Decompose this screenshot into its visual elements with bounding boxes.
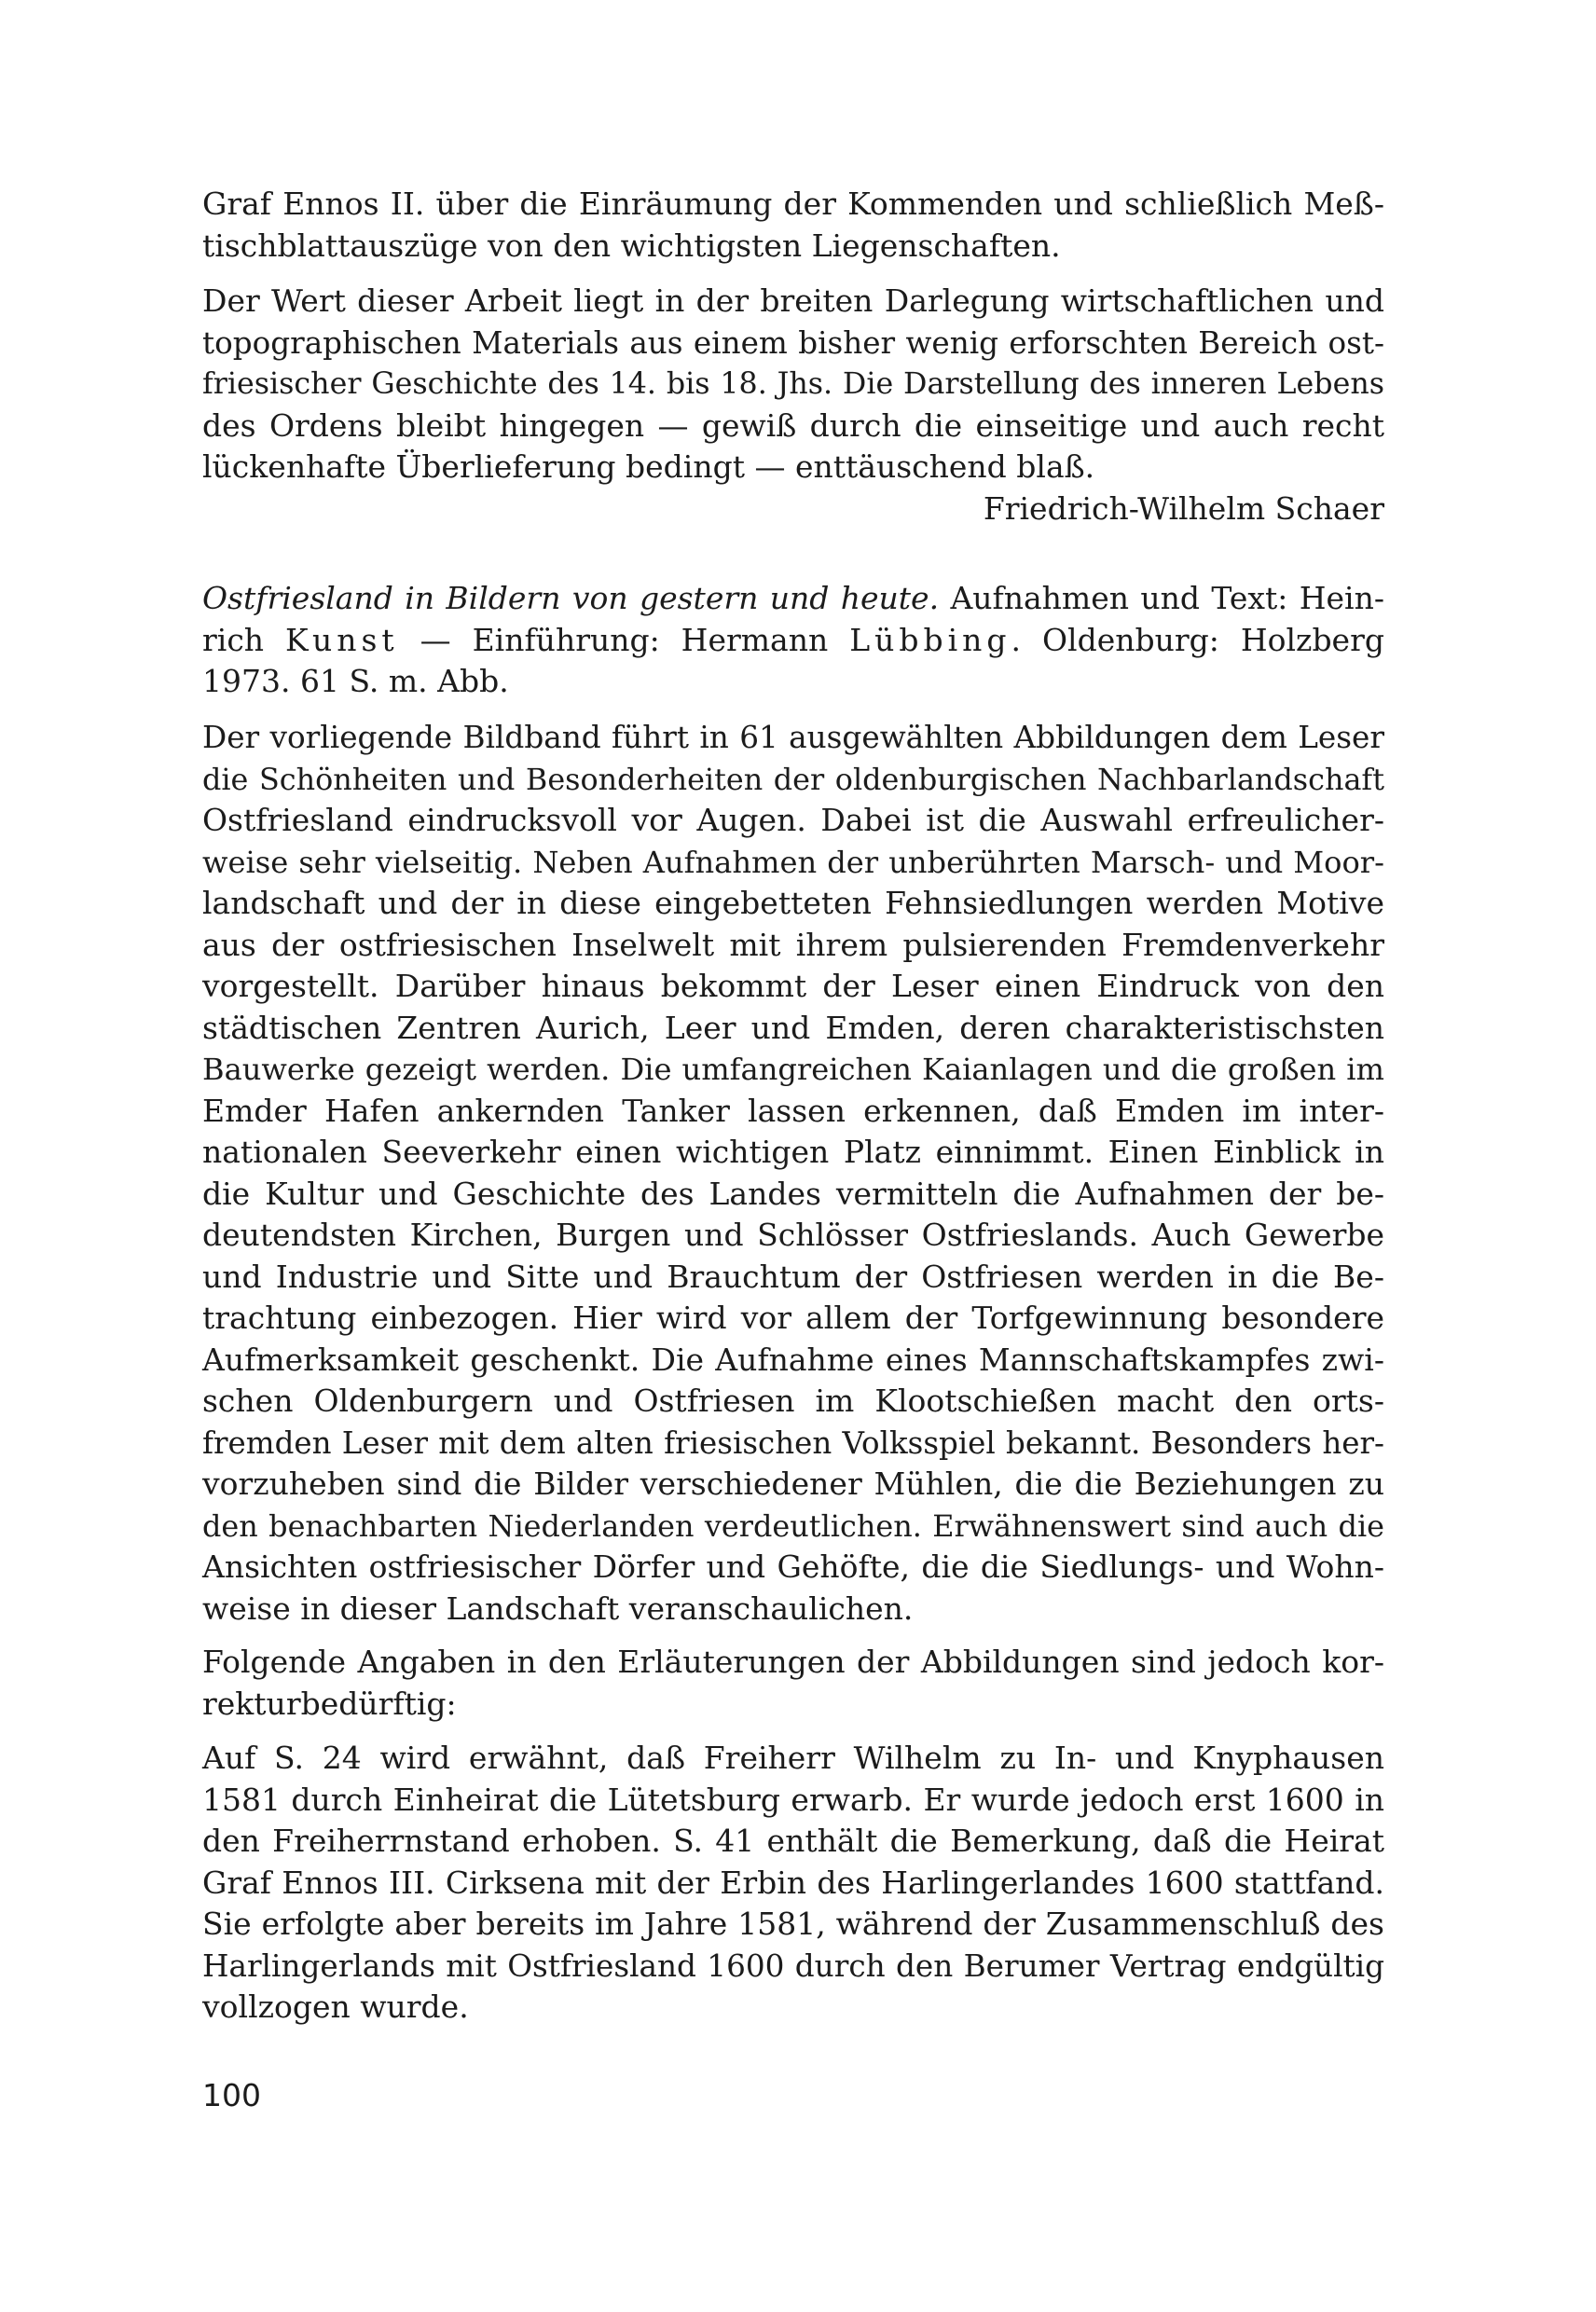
heading-line bbox=[202, 620, 1384, 662]
text-line: vorgestellt. Darüber hinaus bekommt der Leser einen Eindruck von den bbox=[202, 968, 1384, 1004]
review1-paragraph-2 bbox=[202, 281, 1384, 530]
text-line: vollzogen wurde. bbox=[202, 1989, 469, 2025]
text-line: Der Wert dieser Arbeit liegt in der breiten Darlegung wirtschaftlichen und bbox=[202, 282, 1384, 319]
text-line: Aufmerksamkeit geschenkt. Die Aufnahme eines Mannschaftskampfes zwi- bbox=[202, 1341, 1384, 1378]
heading-text: rich bbox=[202, 621, 286, 658]
book-title: Ostfriesland in Bildern von gestern und heute. bbox=[202, 580, 940, 616]
text-line: weise sehr vielseitig. Neben Aufnahmen der unberührten Marsch- und Moor- bbox=[202, 844, 1384, 880]
text-line: weise in dieser Landschaft veranschaulichen. bbox=[202, 1590, 914, 1627]
text-line: nationalen Seeverkehr einen wichtigen Platz einnimmt. Einen Einblick in bbox=[202, 1134, 1384, 1170]
review2-heading bbox=[202, 578, 1384, 703]
text-line: Sie erfolgte aber bereits im Jahre 1581, während der Zusammenschluß des bbox=[202, 1906, 1384, 1942]
text-line: städtischen Zentren Aurich, Leer und Emden, deren charakteristischsten bbox=[202, 1009, 1384, 1046]
text-line: Graf Ennos III. Cirksena mit der Erbin des Harlingerlandes 1600 stattfand. bbox=[202, 1864, 1384, 1901]
text-line: die Kultur und Geschichte des Landes vermitteln die Aufnahmen der be- bbox=[202, 1175, 1384, 1212]
review1-paragraph-1 bbox=[202, 184, 1384, 267]
text-line: 1581 durch Einheirat die Lütetsburg erwarb. Er wurde jedoch erst 1600 in bbox=[202, 1781, 1384, 1818]
text-line: schen Oldenburgern und Ostfriesen im Klootschießen macht den orts- bbox=[202, 1383, 1384, 1419]
heading-text: . Oldenburg: Holzberg bbox=[1011, 621, 1384, 658]
text-line: Der vorliegende Bildband führt in 61 ausgewählten Abbildungen dem Leser bbox=[202, 720, 1384, 755]
text-line: rekturbedürftig: bbox=[202, 1685, 457, 1722]
text-line: lückenhafte Überlieferung bedingt — enttäuschend blaß. bbox=[202, 448, 1095, 485]
text-line: topographischen Materials aus einem bisher wenig erforschten Bereich ost- bbox=[202, 324, 1384, 361]
text-line: aus der ostfriesischen Inselwelt mit ihrem pulsierenden Fremdenverkehr bbox=[202, 926, 1384, 963]
text-line: tischblattauszüge von den wichtigsten Liegenschaften. bbox=[202, 227, 1061, 264]
review-author: Friedrich-Wilhelm Schaer bbox=[983, 489, 1384, 527]
review2-paragraph-3 bbox=[202, 1738, 1384, 2029]
text-line: die Schönheiten und Besonderheiten der oldenburgischen Nachbarlandschaft bbox=[202, 761, 1384, 797]
text-line: und Industrie und Sitte und Brauchtum der Ostfriesen werden in die Be- bbox=[202, 1258, 1384, 1295]
text-line: Harlingerlands mit Ostfriesland 1600 durch den Berumer Vertrag endgültig bbox=[202, 1947, 1384, 1984]
text-line: den benachbarten Niederlanden verdeutlichen. Erwähnenswert sind auch die bbox=[202, 1507, 1384, 1544]
heading-line bbox=[202, 578, 1384, 620]
text-line: Graf Ennos II. über die Einräumung der Kommenden und schließlich Meß- bbox=[202, 186, 1384, 222]
text-line: Emder Hafen ankernden Tanker lassen erkennen, daß Emden im inter- bbox=[202, 1092, 1384, 1129]
editor-name: Lübbing bbox=[849, 621, 1011, 658]
text-line: friesischer Geschichte des 14. bis 18. Jhs. Die Darstellung des inneren Lebens bbox=[202, 367, 1384, 401]
text-line: Ansichten ostfriesischer Dörfer und Gehöfte, die die Siedlungs- und Wohn- bbox=[202, 1548, 1384, 1585]
text-line: vorzuheben sind die Bilder verschiedener Mühlen, die die Beziehungen zu bbox=[202, 1466, 1384, 1502]
text-line: landschaft und der in diese eingebetteten Fehnsiedlungen werden Motive bbox=[202, 885, 1384, 921]
text-line: trachtung einbezogen. Hier wird vor allem der Torfgewinnung besondere bbox=[202, 1300, 1384, 1336]
text-line: Folgende Angaben in den Erläuterungen der Abbildungen sind jedoch kor- bbox=[202, 1644, 1384, 1680]
heading-text: — Einführung: Hermann bbox=[398, 621, 850, 658]
text-line: den Freiherrnstand erhoben. S. 41 enthält die Bemerkung, daß die Heirat bbox=[202, 1823, 1384, 1859]
text-line: Ostfriesland eindrucksvoll vor Augen. Dabei ist die Auswahl erfreulicher- bbox=[202, 802, 1384, 838]
heading-text: Aufnahmen und Text: Hein- bbox=[939, 580, 1384, 616]
page-number: 100 bbox=[202, 2077, 261, 2113]
text-line: des Ordens bleibt hingegen — gewiß durch die einseitige und auch recht bbox=[202, 406, 1384, 444]
review2-paragraph-2 bbox=[202, 1642, 1384, 1725]
text-line: Bauwerke gezeigt werden. Die umfangreichen Kaianlagen und die großen im bbox=[202, 1052, 1384, 1087]
text-line: Auf S. 24 wird erwähnt, daß Freiherr Wilhelm zu In- und Knyphausen bbox=[202, 1740, 1384, 1776]
review2-paragraph-1 bbox=[202, 717, 1384, 1630]
heading-line: 1973. 61 S. m. Abb. bbox=[202, 663, 509, 699]
author-name: Kunst bbox=[285, 621, 399, 658]
text-line: deutendsten Kirchen, Burgen und Schlösser Ostfrieslands. Auch Gewerbe bbox=[202, 1217, 1384, 1253]
text-line: fremden Leser mit dem alten friesischen Volksspiel bekannt. Besonders her- bbox=[202, 1424, 1384, 1461]
